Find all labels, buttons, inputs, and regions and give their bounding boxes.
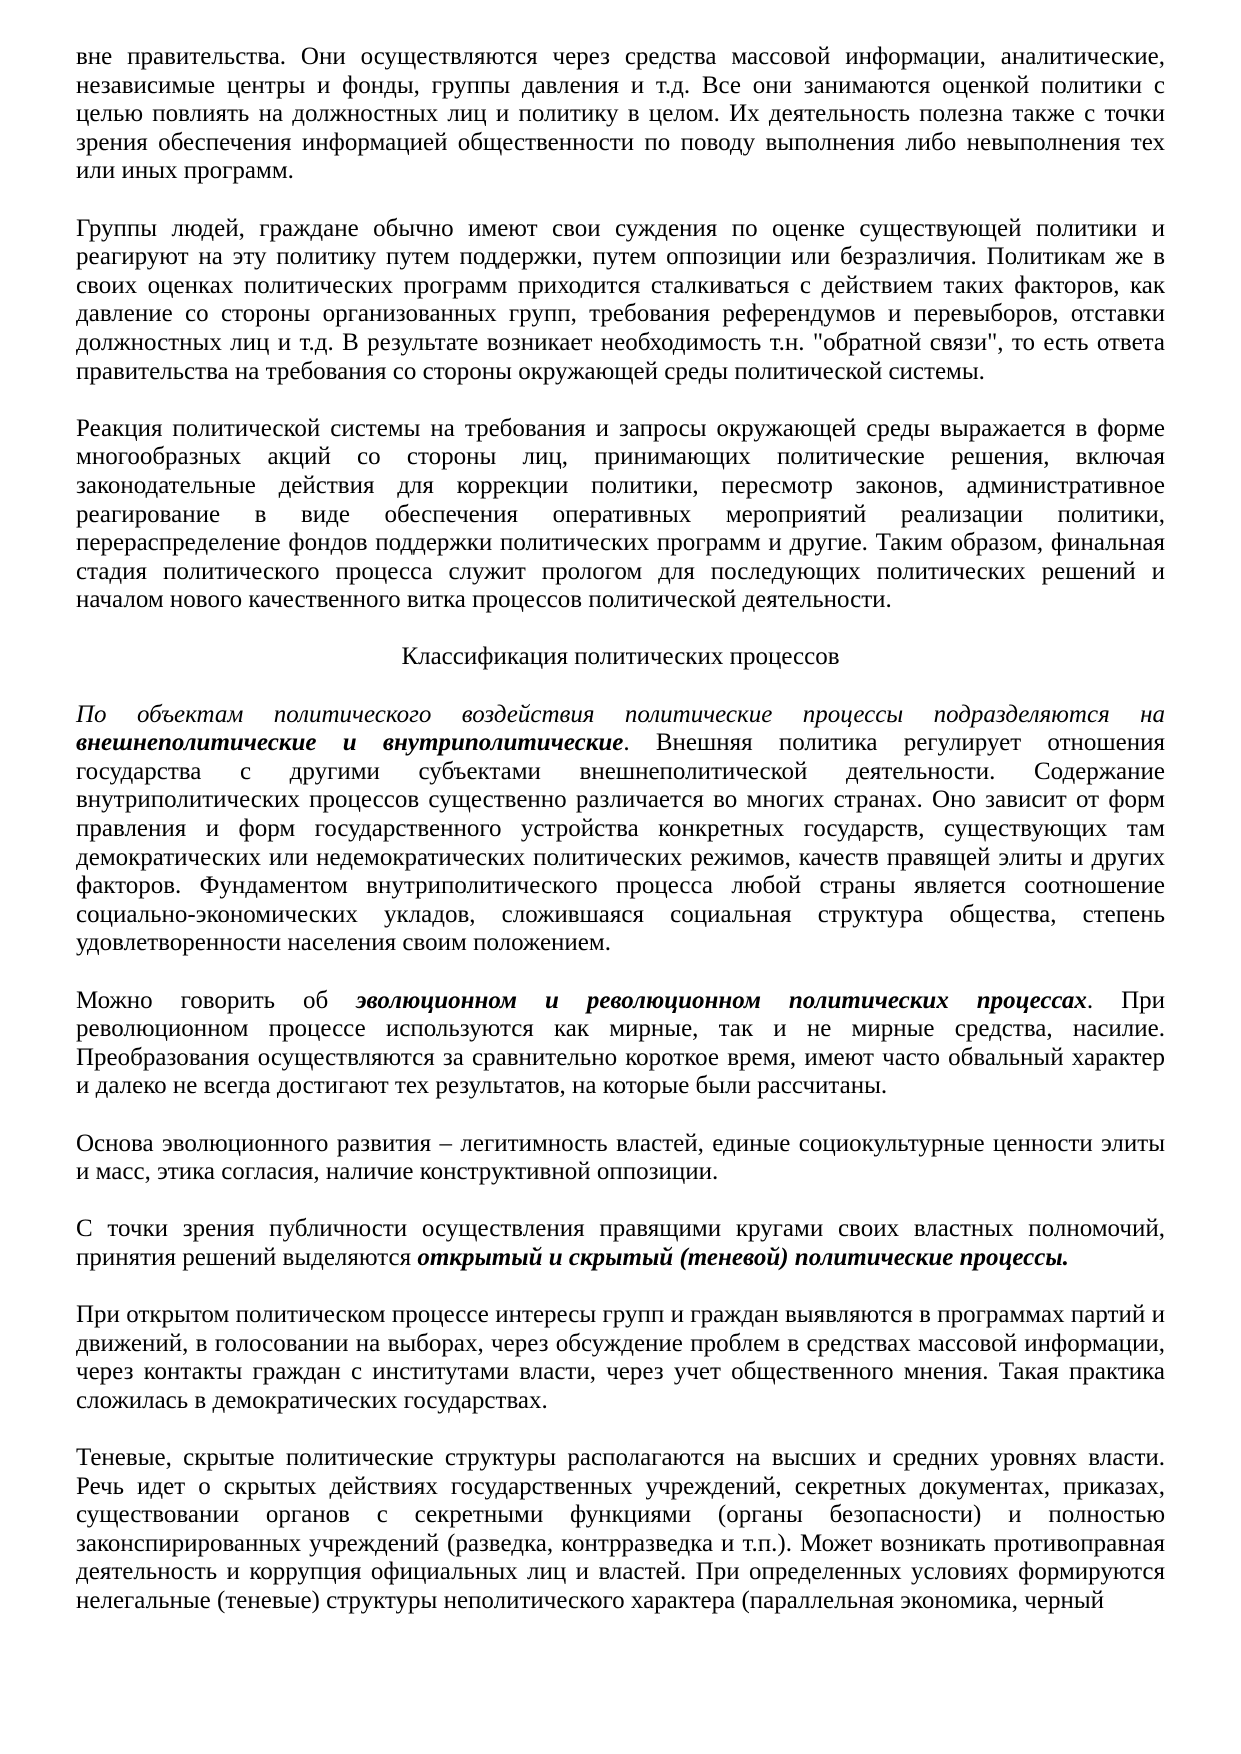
emphasis-foreign-domestic: внешнеполитические и внутриполитические [76, 729, 624, 757]
emphasis-evolution-revolution: эволюционном и революционном политических процессах [356, 986, 1087, 1014]
paragraph-evolution-basis: Основа эволюционного развития – легитимность властей, единые социокультурные ценности элиты и масс, этика согласия, наличие конструктивной оппозиции. [76, 1129, 1165, 1186]
paragraph-system-reaction: Реакция политической системы на требования и запросы окружающей среды выражается в форме многообразных акций со стороны лиц, принимающих политические решения, включая законодательные действия для коррекции политики, пересмотр законов, административное реагирование в виде обеспечения оперативных мероприятий реализации политики, перераспределение фондов поддержки политических программ и другие. Таким образом, финальная стадия политического процесса служит прологом для последующих политических решений и началом нового качественного витка процессов политической деятельности. [76, 414, 1165, 614]
paragraph-body-text: . Внешняя политика регулирует отношения государства с другими субъектами внешнеполитической деятельности. Содержание внутриполитических процессов существенно различается во многих странах. Оно зависит от форм правления и форм государственного устройства конкретных государств, существующих там демократических или недемократических политических режимов, качеств правящей элиты и других факторов. Фундаментом внутриполитического процесса любой страны является соотношение социально-экономических укладов, сложившаяся социальная структура общества, степень удовлетворенности населения своим положением. [76, 729, 1165, 957]
paragraph-open-hidden [76, 1215, 1165, 1272]
paragraph-government-evaluation: вне правительства. Они осуществляются через средства массовой информации, аналитические, независимые центры и фонды, группы давления и т.д. Все они занимаются оценкой политики с целью повлиять на должностных лиц и политику в целом. Их деятельность полезна также с точки зрения обеспечения информацией общественности по поводу выполнения либо невыполнения тех или иных программ. [76, 43, 1165, 185]
paragraph-evolution-revolution [76, 987, 1165, 1101]
paragraph-lead-italic: По объектам политического воздействия политические процессы подразделяются на [76, 700, 1165, 728]
section-heading: Классификация политических процессов [401, 643, 840, 671]
paragraph-open-process: При открытом политическом процессе интересы групп и граждан выявляются в программах партий и движений, в голосовании на выборах, через обсуждение проблем в средствах массовой информации, через контакты граждан с институтами власти, через учет общественного мнения. Такая практика сложилась в демократических государствах. [76, 1301, 1165, 1414]
paragraph-lead-text: С точки зрения публичности осуществления правящими кругами своих властных полномочий, принятия решений выделяются [76, 1215, 1165, 1271]
paragraph-foreign-domestic [76, 701, 1165, 958]
paragraph-feedback: Группы людей, граждане обычно имеют свои суждения по оценке существующей политики и реагируют на эту политику путем поддержки, путем оппозиции или безразличия. Политикам же в своих оценках политических программ приходится сталкиваться с действием таких факторов, как давление со стороны организованных групп, требования референдумов и перевыборов, отставки должностных лиц и т.д. В результате возникает необходимость т.н. "обратной связи", то есть ответа правительства на требования со стороны окружающей среды политической системы. [76, 214, 1165, 385]
paragraph-shadow-structures: Теневые, скрытые политические структуры располагаются на высших и средних уровнях власти. Речь идет о скрытых действиях государственных учреждений, секретных документах, приказах, существовании органов с секретными функциями (органы безопасности) и полностью законспирированных учреждений (разведка, контрразведка и т.п.). Может возникать противоправная деятельность и коррупция официальных лиц и властей. При определенных условиях формируются нелегальные (теневые) структуры неполитического характера (параллельная экономика, черный [76, 1444, 1165, 1615]
paragraph-lead-text: Можно говорить об [76, 986, 329, 1014]
emphasis-open-hidden: открытый и скрытый (теневой) политические процессы. [417, 1243, 1069, 1271]
paragraph-body-text: . При революционном процессе используются как мирные, так и не мирные средства, насилие. Преобразования осуществляются за сравнительно короткое время, имеют часто обвальный характер и далеко не всегда достигают тех результатов, на которые были рассчитаны. [76, 986, 1166, 1100]
